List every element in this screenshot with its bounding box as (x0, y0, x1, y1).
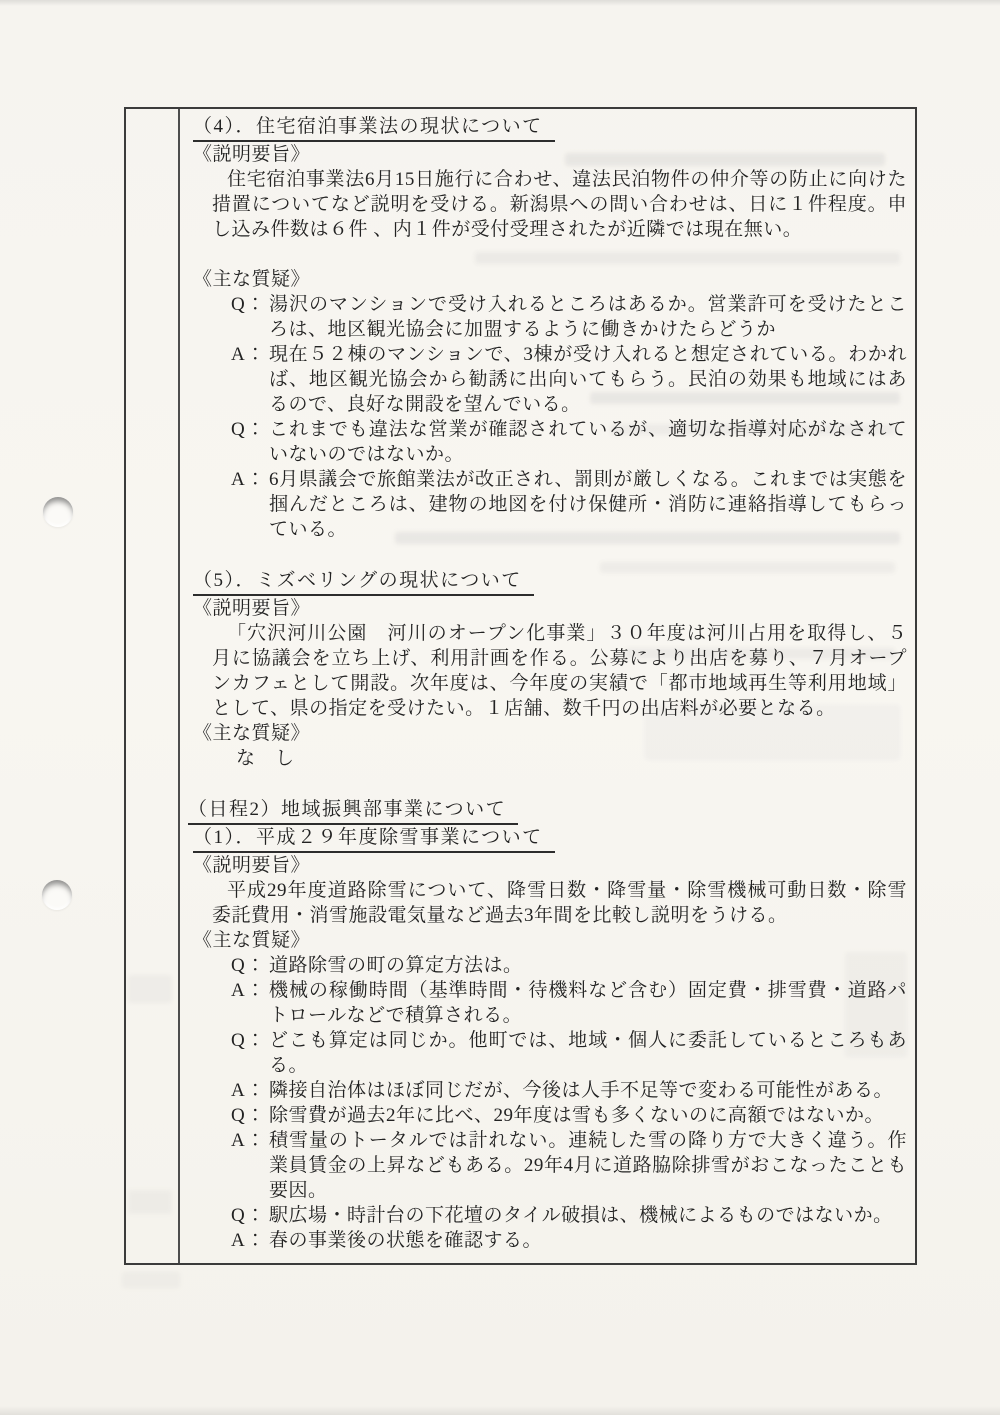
qa-text: 春の事業後の状態を確認する。 (269, 1230, 543, 1251)
section-5-heading-text: （5）．ミズベリングの現状について (193, 568, 534, 596)
qa-text: 駅広場・時計台の下花壇のタイル破損は、機械によるものではないか。 (269, 1205, 893, 1226)
qa-item (188, 978, 907, 1028)
qa-item (188, 953, 907, 978)
table-content (180, 109, 915, 1263)
agenda-2-heading-text: （日程2）地域振興部事業について (188, 797, 518, 825)
qa-label: 《主な質疑》 (193, 930, 311, 951)
agenda-2-heading (188, 797, 907, 825)
qa-item (188, 1078, 907, 1103)
summary-label: 《説明要旨》 (193, 144, 311, 165)
qa-item (188, 1203, 907, 1228)
qa-item (188, 1128, 907, 1203)
qa-speaker: Q： (231, 419, 266, 440)
qa-label: 《主な質疑》 (193, 269, 311, 290)
qa-text: 機械の稼働時間（基準時間・待機料など含む）固定費・排雪費・道路パトロールなどで積算される。 (269, 980, 907, 1026)
qa-item (188, 1103, 907, 1128)
qa-speaker: A： (231, 980, 266, 1001)
qa-item (188, 1228, 907, 1253)
punch-hole-top (43, 497, 73, 527)
qa-text: 現在５２棟のマンションで、3棟が受け入れると想定されている。わかれば、地区観光協会から勧誘に出向いてもらう。民泊の効果も地域にはあるので、良好な開設を望んでいる。 (269, 344, 907, 415)
qa-item (188, 292, 907, 342)
qa-text: 除雪費が過去2年に比べ、29年度は雪も多くないのに高額ではないか。 (269, 1105, 885, 1126)
section-5-heading (193, 568, 907, 596)
qa-item (188, 1028, 907, 1078)
summary-text: 「穴沢河川公園 河川のオープン化事業」３０年度は河川占用を取得し、５月に協議会を立ち上げ、利用計画を作る。公募により出店を募り、７月オープンカフェとして開設。次年度は、今年度の実績で「都市地域再生等利用地域」として、県の指定を受けたい。１店舗、数千円の出店料が必要となる。 (212, 623, 907, 719)
qa-text: これまでも違法な営業が確認されているが、適切な指導対応がなされていないのではないか。 (269, 419, 907, 465)
section-4 (188, 114, 907, 542)
qa-speaker: A： (231, 469, 266, 490)
qa-speaker: A： (231, 1230, 266, 1251)
qa-item (188, 417, 907, 467)
scan-edge-shadow-top (0, 0, 1000, 6)
qa-text: 6月県議会で旅館業法が改正され、罰則が厳しくなる。これまでは実態を掴んだところは、建物の地図を付け保健所・消防に連絡指導してもらっている。 (269, 469, 907, 540)
section-5 (188, 568, 907, 771)
qa-text: 隣接自治体はほぼ同じだが、今後は人手不足等で変わる可能性がある。 (269, 1080, 894, 1101)
qa-speaker: Q： (231, 1030, 266, 1051)
scan-edge-shadow-bottom (0, 1406, 1000, 1415)
qa-text: 積雪量のトータルでは計れない。連続した雪の降り方で大きく違う。作業員賃金の上昇などもある。29年4月に道路脇除排雪がおこなったことも要因。 (269, 1130, 907, 1201)
qa-speaker: Q： (231, 1105, 266, 1126)
qa-item (188, 342, 907, 417)
qa-speaker: Q： (231, 955, 266, 976)
qa-none: な し (236, 748, 295, 769)
qa-speaker: Q： (231, 294, 266, 315)
qa-speaker: Q： (231, 1205, 266, 1226)
qa-text: 湯沢のマンションで受け入れるところはあるか。営業許可を受けたところは、地区観光協会に加盟するように働きかけたらどうか (269, 294, 907, 340)
section-4-heading (193, 114, 907, 142)
minutes-table (124, 107, 917, 1265)
summary-label: 《説明要旨》 (193, 855, 311, 876)
summary-text: 住宅宿泊事業法6月15日施行に合わせ、違法民泊物件の仲介等の防止に向けた措置についてなど説明を受ける。新潟県への問い合わせは、日に１件程度。申し込み件数は６件 、内１件が受付受理されたが近隣では現在無い。 (212, 169, 907, 240)
qa-item (188, 467, 907, 542)
qa-text: どこも算定は同じか。他町では、地域・個人に委託しているところもある。 (269, 1030, 907, 1076)
section-agenda-2 (188, 797, 907, 1253)
section-4-heading-text: （4）．住宅宿泊事業法の現状について (193, 114, 555, 142)
table-left-column (126, 109, 180, 1263)
qa-text: 道路除雪の町の算定方法は。 (269, 955, 523, 976)
summary-label: 《説明要旨》 (193, 598, 311, 619)
punch-hole-bottom (42, 880, 72, 910)
section-1-heading-text: （1）．平成２９年度除雪事業について (193, 825, 555, 853)
qa-speaker: A： (231, 1080, 266, 1101)
qa-label: 《主な質疑》 (193, 723, 311, 744)
show-through-artifact (122, 1272, 180, 1288)
section-1-heading (193, 825, 907, 853)
qa-speaker: A： (231, 1130, 266, 1151)
qa-speaker: A： (231, 344, 266, 365)
summary-text: 平成29年度道路除雪について、降雪日数・降雪量・除雪機械可動日数・除雪委託費用・消雪施設電気量など過去3年間を比較し説明をうける。 (212, 880, 907, 926)
